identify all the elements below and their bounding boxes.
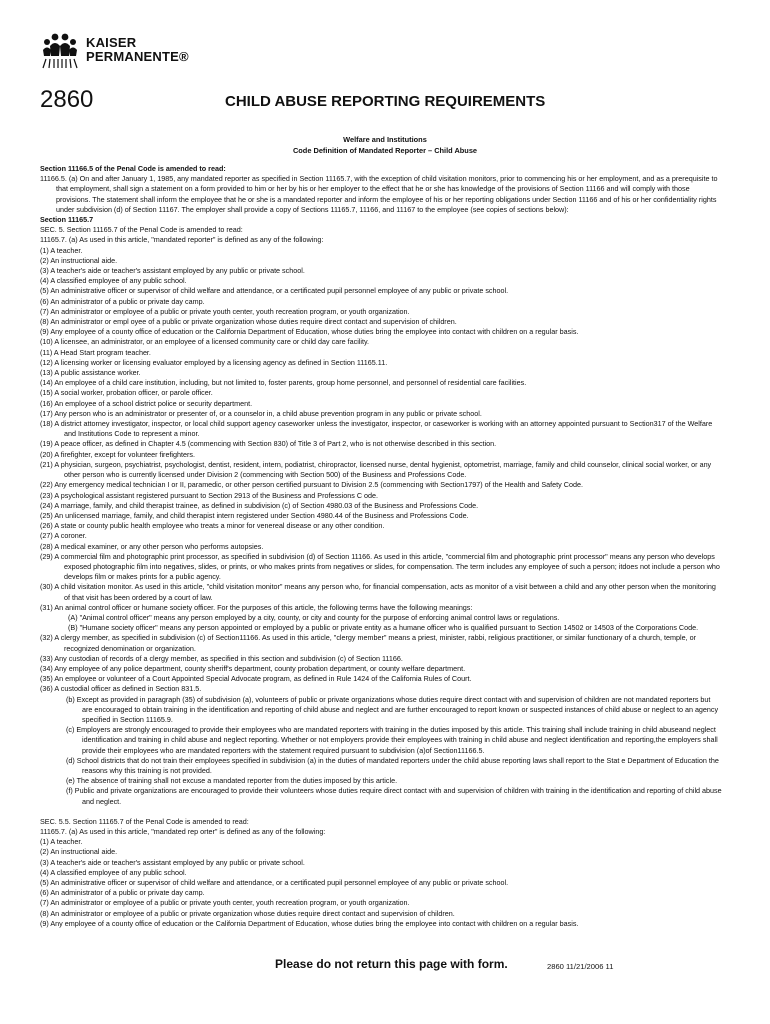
list-item: (20) A firefighter, except for volunteer firefighters.	[40, 449, 196, 459]
list-item: (8) An administrator or employee of a public or private organization whose duties require direct contact and supervision of children.	[40, 908, 455, 918]
list-item: (13) A public assistance worker.	[40, 368, 141, 378]
list-item: (d) School districts that do not train their employees specified in subdivision (a) in the duties of mandated reporters under the child abuse reporting laws shall report to the Stat e Department of Education the reasons why this training is not provided.	[66, 755, 719, 775]
logo-line-1: KAISER	[86, 35, 137, 50]
sec-5-line: SEC. 5. Section 11165.7 of the Penal Code is amended to read:	[40, 225, 243, 235]
sec-5-5-line: SEC. 5.5. Section 11165.7 of the Penal Code is amended to read:	[40, 816, 249, 826]
list-item: (34) Any employee of any police department, county sheriff's department, county probation department, or county welfare department.	[40, 663, 466, 673]
list-item: (9) Any employee of a county office of education or the California Department of Education, whose duties bring the employee into contact with children on a regular basis.	[40, 327, 579, 337]
list-item: (c) Employers are strongly encouraged to provide their employees who are mandated reporters with training in the duties imposed by this article. This training shall include training in child abuseand neglect identification and training in child abuse and neglect reporting. Whether or not employers provide their employees with training in child abuse and neglect identification and reporting,the employers shall provide their employees who are mandated reporters with the statement required pursuant to subdivision (a)of Section11166.5.	[66, 725, 718, 755]
list-item: (12) A licensing worker or licensing evaluator employed by a licensing agency as defined in Section 11165.11.	[40, 357, 388, 367]
list-item: (16) An employee of a school district police or security department.	[40, 398, 253, 408]
list-item: (26) A state or county public health employee who treats a minor for venereal disease or any other condition.	[40, 521, 385, 531]
list-item: (7) An administrator or employee of a public or private youth center, youth recreation program, or youth organization.	[40, 898, 410, 908]
list-item: (4) A classified employee of any public school.	[40, 276, 187, 286]
reporter-list-3	[40, 837, 722, 929]
list-item: (b) Except as provided in paragraph (35) of subdivision (a), volunteers of public or private organizations whose duties require direct contact with and supervision of children are not mandated reporters but are encouraged to obtain training in the identification and reporting of child abuse and neglect and are further encouraged to report known or suspected instances of child abuse or neglect to an agency specified in Section 11165.9.	[66, 694, 719, 724]
list-item: (19) A peace officer, as defined in Chapter 4.5 (commencing with Section 830) of Title 3 of Part 2, who is not otherwise described in this section.	[40, 439, 497, 449]
footer-form-code: 2860 11/21/2006 11	[547, 962, 614, 971]
list-item: (6) An administrator of a public or private day camp.	[40, 888, 205, 898]
reporter-list-31-sub	[40, 613, 722, 633]
definition-intro: 11165.7. (a) As used in this article, "mandated reporter" is defined as any of the following:	[40, 235, 324, 245]
list-item: (22) Any emergency medical technician I or II, paramedic, or other person certified pursuant to Division 2.5 (commencing with Section1797) of the Health and Safety Code.	[40, 480, 583, 490]
reporter-list-1	[40, 246, 722, 613]
page-title: CHILD ABUSE REPORTING REQUIREMENTS	[225, 93, 546, 110]
list-item: (8) An administrator or empl oyee of a public or private organization whose duties require direct contact and supervision of children.	[40, 317, 457, 327]
spacer	[40, 807, 722, 817]
paragraph-11166-5: 11166.5. (a) On and after January 1, 1985, any mandated reporter as specified in Section 11165.7, with the exception of child visitation monitors, prior to commencing his or her employment, and as a prerequisite to that employment, shall sign a statement on a form provided to him or her by his or her employer to the effect that he or she has knowledge of the provisions of Section 11166 and will comply with those provisions. The statement shall inform the employee that he or she is a mandated reporter and inform the employee of his or her reporting obligations under Section 11166 and of his or her confidentiality rights under subdivision (d) of Section 11167. The employer shall provide a copy of Sections 11165.7, 11166, and 11167 to the employee (see copies of sections below):	[40, 174, 718, 214]
list-item: (31) An animal control officer or humane society officer. For the purposes of this article, the following terms have the following meanings:	[40, 602, 473, 612]
section-heading-11166-5: Section 11166.5 of the Penal Code is amended to read:	[40, 164, 226, 173]
list-item: (5) An administrative officer or supervisor of child welfare and attendance, or a certificated pupil personnel employee of any public or private school.	[40, 286, 509, 296]
list-item: (14) An employee of a child care institution, including, but not limited to, foster parents, group home personnel, and personnel of residential care facilities.	[40, 378, 527, 388]
list-item: (e) The absence of training shall not excuse a mandated reporter from the duties imposed by this article.	[66, 776, 398, 786]
list-item: (24) A marriage, family, and child therapist trainee, as defined in subdivision (c) of Section 4980.03 of the Business and Professions Code.	[40, 500, 479, 510]
list-item: (9) Any employee of a county office of education or the California Department of Education, whose duties bring the employee into contact with children on a regular basis.	[40, 918, 579, 928]
kaiser-logo	[40, 30, 189, 70]
list-item: (10) A licensee, an administrator, or an employee of a licensed community care or child day care facility.	[40, 337, 370, 347]
logo-line-2: PERMANENTE®	[86, 49, 189, 64]
definition-intro-2: 11165.7. (a) As used in this article, "mandated rep orter" is defined as any of the following:	[40, 827, 326, 836]
reporter-list-2	[40, 633, 722, 694]
kaiser-people-logo-icon	[40, 30, 80, 70]
list-item: (5) An administrative officer or supervisor of child welfare and attendance, or a certificated pupil personnel employee of any public or private school.	[40, 878, 509, 888]
list-item: (33) Any custodian of records of a clergy member, as specified in this section and subdivision (c) of Section 11166.	[40, 653, 403, 663]
section-heading-11165-7: Section 11165.7	[40, 215, 94, 225]
list-item: (30) A child visitation monitor. As used in this article, "child visitation monitor" means any person who, for financial compensation, acts as monitor of a visit between a child and any other person when the monitoring of that visit has been ordered by a court of law.	[40, 582, 716, 602]
list-item: (B) "Humane society officer" means any person appointed or employed by a public or private entity as a humane officer who is qualified pursuant to Section 14502 or 14503 of the Corporations Code.	[68, 623, 699, 633]
subtitle-1: Welfare and Institutions	[343, 135, 427, 144]
list-item: (15) A social worker, probation officer, or parole officer.	[40, 388, 213, 398]
list-item: (4) A classified employee of any public school.	[40, 867, 187, 877]
list-item: (1) A teacher.	[40, 837, 83, 847]
list-item: (21) A physician, surgeon, psychiatrist, psychologist, dentist, resident, intern, podiatrist, chiropractor, licensed nurse, dental hygienist, optometrist, marriage, family and child counselor, clinical social worker, or any other person who is currently licensed under Division 2 (commencing with Section 500) of the Business and Professions Code.	[40, 459, 712, 480]
list-item: (11) A Head Start program teacher.	[40, 347, 151, 357]
footer-note: Please do not return this page with form.	[275, 957, 508, 971]
form-number: 2860	[40, 86, 94, 113]
list-item: (32) A clergy member, as specified in subdivision (c) of Section11166. As used in this article, "clergy member" means a priest, minister, rabbi, religious practitioner, or similar functionary of a church, temple, or recognized denomination or organization.	[40, 633, 696, 653]
list-item: (2) An instructional aide.	[40, 847, 118, 857]
list-item: (27) A coroner.	[40, 531, 87, 541]
list-item: (25) An unlicensed marriage, family, and child therapist intern registered under Section 4980.44 of the Business and Professions Code.	[40, 510, 469, 520]
list-item: (18) A district attorney investigator, inspector, or local child support agency caseworker unless the investigator, inspector, or caseworker is working with an attorney appointed pursuant to Section317 of the Welfare and Institutions Code to represent a minor.	[40, 419, 713, 439]
list-item: (3) A teacher's aide or teacher's assistant employed by any public or private school.	[40, 266, 305, 276]
document-body	[40, 164, 722, 929]
subtitle-2: Code Definition of Mandated Reporter – Child Abuse	[292, 146, 478, 155]
list-item: (f) Public and private organizations are encouraged to provide their volunteers whose duties require direct contact with and supervision of children with training in the identification and reporting of child abuse and neglect.	[66, 786, 722, 806]
list-item: (36) A custodial officer as defined in Section 831.5.	[40, 684, 202, 694]
list-item: (17) Any person who is an administrator or presenter of, or a counselor in, a child abuse prevention program in any public or private school.	[40, 408, 482, 418]
list-item: (29) A commercial film and photographic print processor, as specified in subdivision (d) of Section 11166. As used in this article, "commercial film and photographic print processor" means any person who develops exposed photographic film into negatives, slides, or prints, or who makes prints from negatives or slides, for compensation. The term includes any employee of such a person; itdoes not include a person who develops film or makes prints for a public agency.	[40, 551, 720, 582]
list-item: (3) A teacher's aide or teacher's assistant employed by any public or private school.	[40, 857, 305, 867]
reporter-list-subdivisions	[40, 695, 722, 807]
list-item: (7) An administrator or employee of a public or private youth center, youth recreation program, or youth organization.	[40, 306, 410, 316]
list-item: (35) An employee or volunteer of a Court Appointed Special Advocate program, as defined in Rule 1424 of the California Rules of Court.	[40, 674, 472, 684]
list-item: (A) "Animal control officer" means any person employed by a city, county, or city and county for the purpose of enforcing animal control laws or regulations.	[68, 612, 560, 622]
list-item: (28) A medical examiner, or any other person who performs autopsies.	[40, 541, 264, 551]
logo-wordmark	[86, 36, 189, 64]
list-item: (2) An instructional aide.	[40, 255, 118, 265]
list-item: (1) A teacher.	[40, 245, 83, 255]
list-item: (23) A psychological assistant registered pursuant to Section 2913 of the Business and Professions C ode.	[40, 490, 379, 500]
list-item: (6) An administrator of a public or private day camp.	[40, 296, 205, 306]
